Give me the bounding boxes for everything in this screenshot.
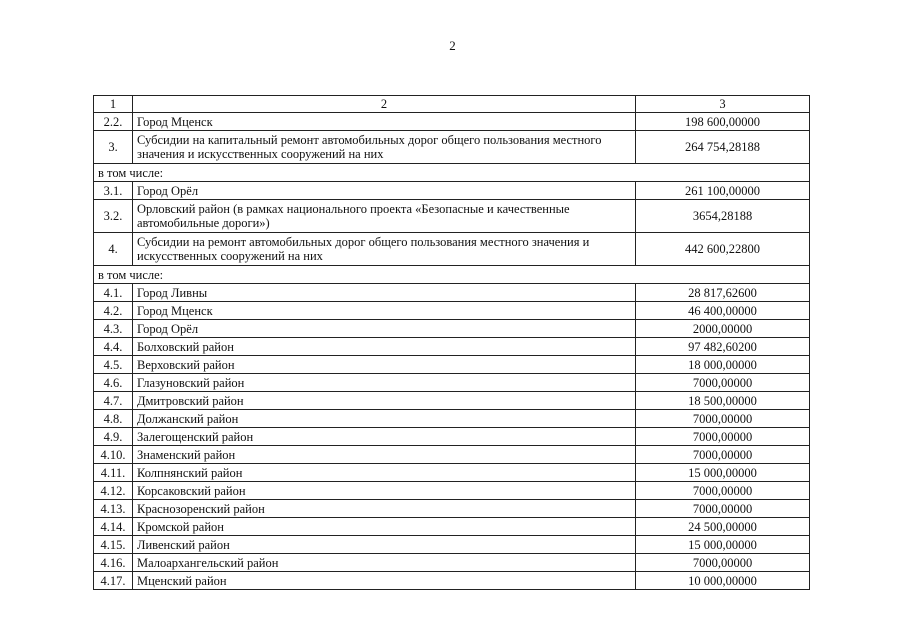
table-row (94, 428, 810, 446)
row-value: 28 817,62600 (636, 284, 810, 302)
row-name: Залегощенский район (133, 428, 636, 446)
row-number: 4.5. (94, 356, 133, 374)
table-row (94, 320, 810, 338)
header-row (94, 96, 810, 113)
table-row (94, 302, 810, 320)
row-name: Краснозоренский район (133, 500, 636, 518)
header-col-3: 3 (636, 96, 810, 113)
row-value: 18 500,00000 (636, 392, 810, 410)
row-value: 198 600,00000 (636, 113, 810, 131)
row-value: 3654,28188 (636, 200, 810, 233)
row-number: 2.2. (94, 113, 133, 131)
row-number: 4.10. (94, 446, 133, 464)
table-row (94, 233, 810, 266)
row-name: Город Мценск (133, 302, 636, 320)
row-name: Субсидии на капитальный ремонт автомобильных дорог общего пользования местного значения и искусственных сооружений на них (133, 131, 636, 164)
row-value: 46 400,00000 (636, 302, 810, 320)
row-number: 4.14. (94, 518, 133, 536)
row-number: 4.15. (94, 536, 133, 554)
table-row (94, 446, 810, 464)
row-name: Субсидии на ремонт автомобильных дорог общего пользования местного значения и искусственных сооружений на них (133, 233, 636, 266)
table-row (94, 410, 810, 428)
row-value: 2000,00000 (636, 320, 810, 338)
row-value: 10 000,00000 (636, 572, 810, 590)
row-value: 261 100,00000 (636, 182, 810, 200)
row-name: Мценский район (133, 572, 636, 590)
row-value: 7000,00000 (636, 554, 810, 572)
subheading-row (94, 164, 810, 182)
table-row (94, 200, 810, 233)
subsidy-table-body (94, 96, 810, 590)
table-row (94, 131, 810, 164)
subheading-label: в том числе: (94, 266, 810, 284)
row-number: 4.3. (94, 320, 133, 338)
row-name: Орловский район (в рамках национального проекта «Безопасные и качественные автомобильные дороги») (133, 200, 636, 233)
row-name: Должанский район (133, 410, 636, 428)
subheading-row (94, 266, 810, 284)
row-value: 18 000,00000 (636, 356, 810, 374)
subsidy-table (93, 95, 810, 590)
row-name: Город Орёл (133, 320, 636, 338)
table-row (94, 464, 810, 482)
row-name: Дмитровский район (133, 392, 636, 410)
row-name: Ливенский район (133, 536, 636, 554)
row-name: Город Мценск (133, 113, 636, 131)
table-row (94, 500, 810, 518)
row-number: 4.16. (94, 554, 133, 572)
table-row (94, 356, 810, 374)
row-value: 7000,00000 (636, 500, 810, 518)
table-row (94, 284, 810, 302)
row-name: Верховский район (133, 356, 636, 374)
row-number: 4.6. (94, 374, 133, 392)
row-value: 7000,00000 (636, 410, 810, 428)
table-row (94, 182, 810, 200)
row-value: 7000,00000 (636, 428, 810, 446)
table-row (94, 392, 810, 410)
row-name: Глазуновский район (133, 374, 636, 392)
row-value: 15 000,00000 (636, 464, 810, 482)
row-name: Знаменский район (133, 446, 636, 464)
page-number: 2 (449, 38, 456, 53)
row-number: 4.12. (94, 482, 133, 500)
subheading-label: в том числе: (94, 164, 810, 182)
row-value: 7000,00000 (636, 482, 810, 500)
row-number: 4.9. (94, 428, 133, 446)
table-row (94, 536, 810, 554)
row-number: 4. (94, 233, 133, 266)
row-number: 4.11. (94, 464, 133, 482)
row-number: 3.1. (94, 182, 133, 200)
row-value: 7000,00000 (636, 446, 810, 464)
row-name: Болховский район (133, 338, 636, 356)
row-name: Город Орёл (133, 182, 636, 200)
row-name: Колпнянский район (133, 464, 636, 482)
row-name: Город Ливны (133, 284, 636, 302)
row-value: 442 600,22800 (636, 233, 810, 266)
row-name: Корсаковский район (133, 482, 636, 500)
header-col-2: 2 (133, 96, 636, 113)
row-number: 4.13. (94, 500, 133, 518)
row-value: 97 482,60200 (636, 338, 810, 356)
table-row (94, 113, 810, 131)
row-name: Малоархангельский район (133, 554, 636, 572)
table-row (94, 338, 810, 356)
row-value: 264 754,28188 (636, 131, 810, 164)
row-name: Кромской район (133, 518, 636, 536)
row-number: 3. (94, 131, 133, 164)
row-value: 7000,00000 (636, 374, 810, 392)
header-col-1: 1 (94, 96, 133, 113)
row-value: 15 000,00000 (636, 536, 810, 554)
table-row (94, 374, 810, 392)
row-number: 4.4. (94, 338, 133, 356)
row-number: 3.2. (94, 200, 133, 233)
table-row (94, 482, 810, 500)
row-number: 4.17. (94, 572, 133, 590)
row-number: 4.1. (94, 284, 133, 302)
table-row (94, 554, 810, 572)
row-value: 24 500,00000 (636, 518, 810, 536)
row-number: 4.7. (94, 392, 133, 410)
table-row (94, 518, 810, 536)
table-row (94, 572, 810, 590)
row-number: 4.2. (94, 302, 133, 320)
row-number: 4.8. (94, 410, 133, 428)
